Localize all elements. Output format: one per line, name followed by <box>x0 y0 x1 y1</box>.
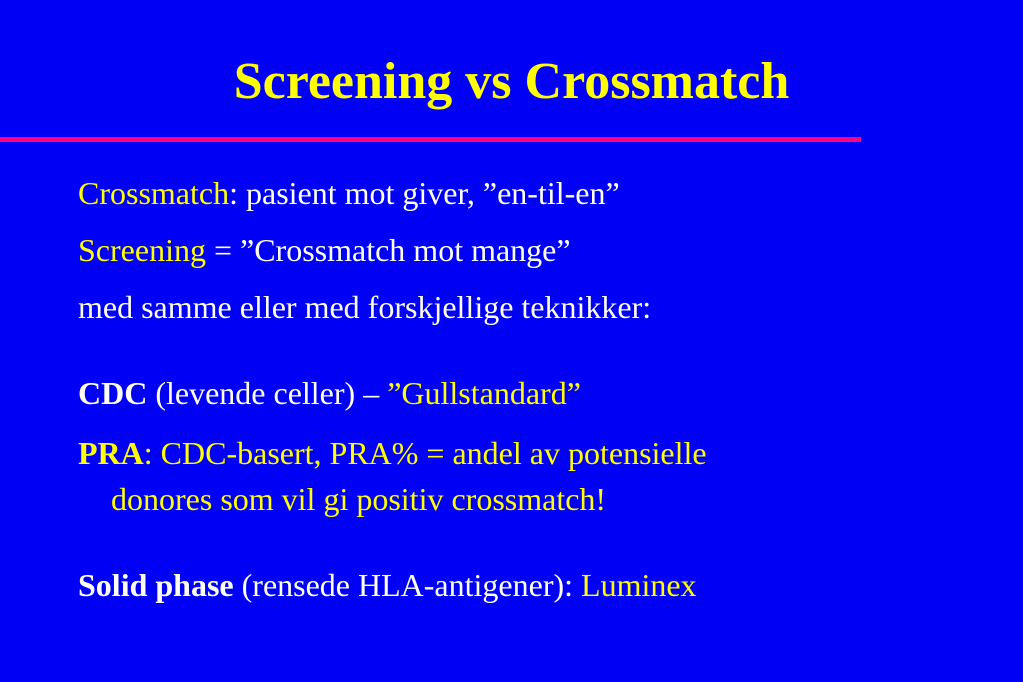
pra-term: PRA <box>78 435 144 471</box>
pra-description: : CDC-basert, PRA% = andel av potensielle <box>143 435 707 471</box>
crossmatch-description: : pasient mot giver, ”en-til-en” <box>229 175 620 211</box>
techniques-line: med samme eller med forskjellige teknikker: <box>78 289 652 325</box>
screening-term: Screening <box>78 232 206 268</box>
cdc-highlight: ”Gullstandard” <box>387 375 581 411</box>
pra-description-continued: donores som vil gi positiv crossmatch! <box>111 481 607 517</box>
cdc-term: CDC <box>78 375 148 411</box>
solid-phase-line <box>78 566 697 604</box>
crossmatch-definition <box>78 174 620 212</box>
solid-phase-highlight: Luminex <box>581 567 697 603</box>
cdc-description: (levende celler) – <box>147 375 388 411</box>
screening-description: = ”Crossmatch mot mange” <box>205 232 571 268</box>
title-divider <box>0 137 861 142</box>
cdc-line <box>78 374 581 412</box>
crossmatch-term: Crossmatch <box>78 175 230 211</box>
pra-line <box>78 434 707 472</box>
solid-phase-term: Solid phase <box>78 567 234 603</box>
solid-phase-description: (rensede HLA-antigener): <box>233 567 582 603</box>
screening-definition <box>78 231 571 269</box>
slide-title: Screening vs Crossmatch <box>233 53 790 110</box>
